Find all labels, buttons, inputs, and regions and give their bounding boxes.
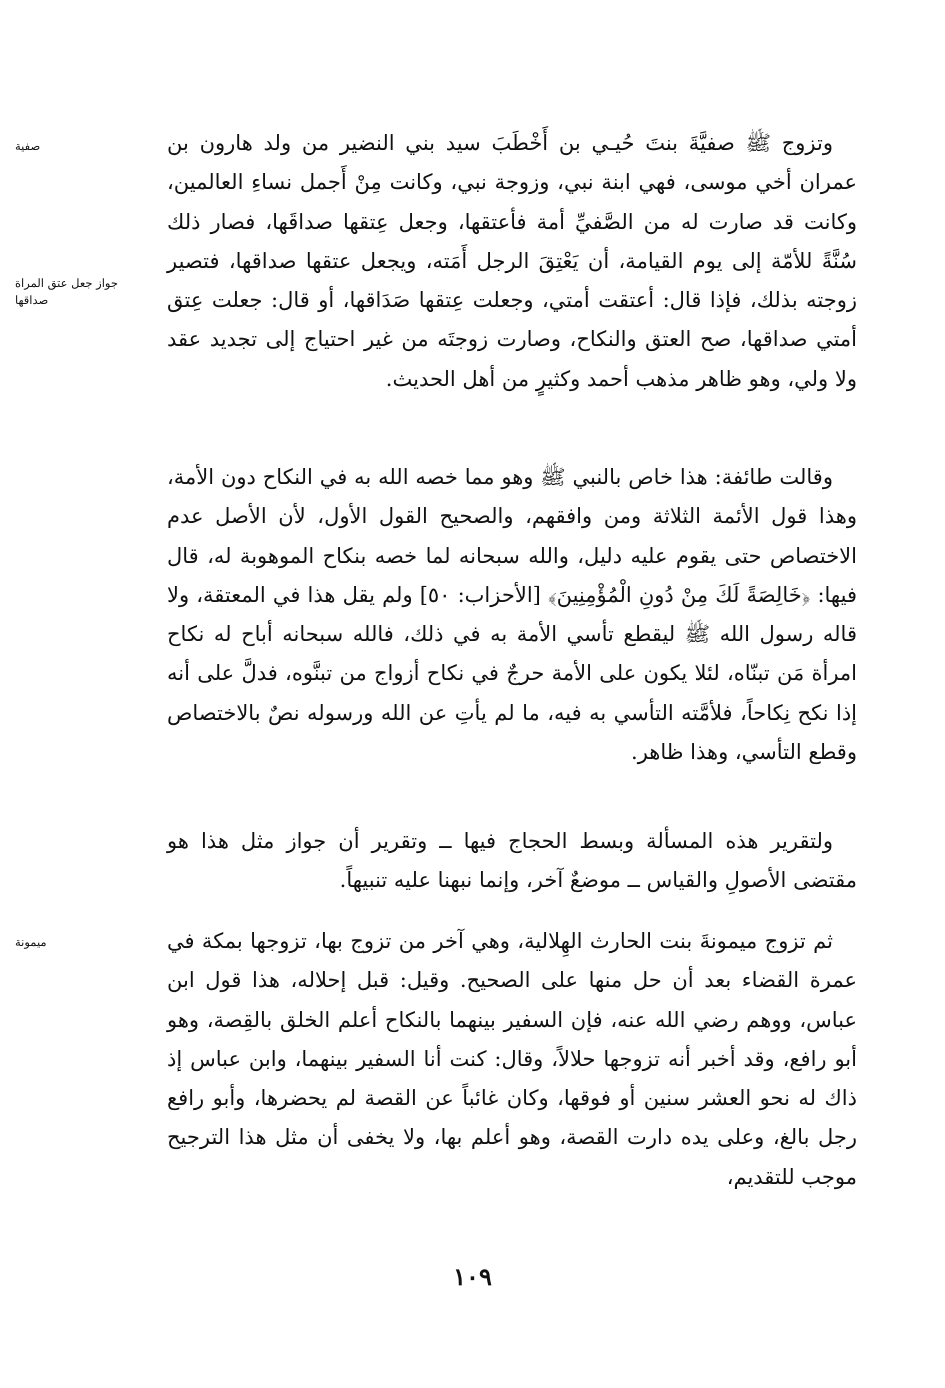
paragraph-discussion (167, 822, 857, 901)
margin-note-safiyya-text: صفية (15, 139, 41, 153)
margin-note-jawaz-line1: جواز جعل عتق المراة (15, 276, 118, 290)
margin-note-jawaz (15, 275, 165, 309)
paragraph-maymuna (167, 922, 857, 1197)
margin-note-jawaz-line2: صداقها (15, 293, 49, 307)
page-number: ١٠٩ (453, 1262, 492, 1291)
paragraph-safiyya (167, 124, 857, 399)
margin-note-maymuna-text: ميمونة (15, 935, 47, 949)
paragraph-text: وتزوج ﷺ صفيَّةَ بنتَ حُيـي بن أَخْطَبَ سيد بني النضير من ولد هارون بن عمران أخي موسى، فهي ابنة نبي، وزوجة نبي، وكانت مِنْ أَجمل نساءِ العالمين، وكانت قد صارت له من الصَّفيِّ أمة فأعتقها، وجعل عِتقها صداقَها، فصار ذلك سُنَّةً للأمّة إلى يوم القيامة، أن يَعْتِقَ الرجل أَمَته، ويجعل عتقها صداقها، فتصير زوجته بذلك، فإذا قال: أعتقت أمتي، وجعلت عِتقها صَدَاقها، أو قال: جعلت عِتق أمتي صداقها، صح العتق والنكاح، وصارت زوجتَه من غير احتياج إلى تجديد عقد ولا ولي، وهو ظاهر مذهب أحمد وكثيرٍ من أهل الحديث. (167, 131, 857, 391)
margin-note-safiyya (15, 138, 145, 155)
paragraph-text: ولتقرير هذه المسألة وبسط الحجاج فيها ــ وتقرير أن جواز مثل هذا هو مقتضى الأصولِ والقياس ــ موضعٌ آخر، وإنما نبهنا عليه تنبيهاً. (167, 829, 857, 893)
margin-note-maymuna (15, 934, 145, 951)
paragraph-special-ruling (167, 458, 857, 772)
paragraph-text: وقالت طائفة: هذا خاص بالنبي ﷺ وهو مما خصه الله به في النكاح دون الأمة، وهذا قول الأئمة الثلاثة ومن وافقهم، والصحيح القول الأول، لأن الأصل عدم الاختصاص حتى يقوم عليه دليل، والله سبحانه لما خصه بنكاح الموهوبة له، قال فيها: ﴿خَالِصَةً لَكَ مِنْ دُونِ الْمُؤْمِنِينَ﴾ [الأحزاب: ٥٠] ولم يقل هذا في المعتقة، ولا قاله رسول الله ﷺ ليقطع تأسي الأمة به في ذلك، فالله سبحانه أباح له نكاح امرأة مَن تبنّاه، لئلا يكون على الأمة حرجٌ في نكاح أزواج من تبنَّوه، فدلَّ على أنه إذا نكح نِكاحاً، فلأمَّته التأسي به فيه، ما لم يأتِ عن الله ورسوله نصٌ بالاختصاص وقطع التأسي، وهذا ظاهر. (167, 465, 857, 765)
paragraph-text: ثم تزوج ميمونةَ بنت الحارث الهِلالية، وهي آخر من تزوج بها، تزوجها بمكة في عمرة القضاء بعد أن حل منها على الصحيح. وقيل: قبل إحلاله، هذا قول ابن عباس، ووهم رضي الله عنه، فإن السفير بينهما بالنكاح أعلم الخلق بالقِصة، وهو أبو رافع، وقد أخبر أنه تزوجها حلالاً، وقال: كنت أنا السفير بينهما، وابن عباس إذ ذاك له نحو العشر سنين أو فوقها، وكان غائباً عن القصة لم يحضرها، وأبو رافع رجل بالغ، وعلى يده دارت القصة، وهو أعلم بها، ولا يخفى أن مثل هذا الترجيح موجب للتقديم، (167, 929, 857, 1189)
